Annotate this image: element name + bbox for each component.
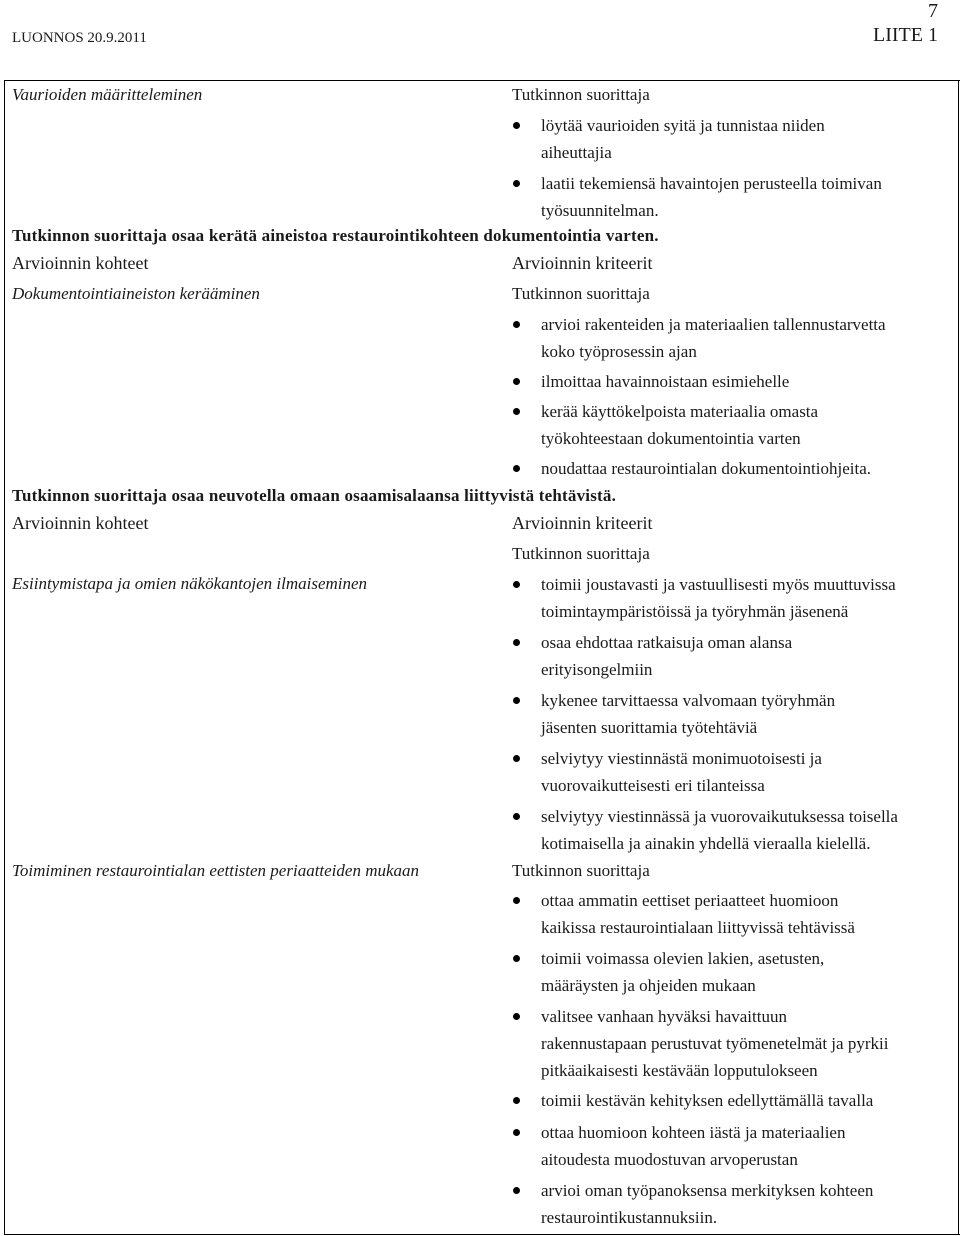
- criteria-item-text: selviytyy viestinnästä monimuotoisesti ja: [541, 749, 822, 768]
- column-header-targets: Arvioinnin kohteet: [12, 513, 149, 533]
- criteria-item-text: valitsee vanhaan hyväksi havaittuun: [541, 1007, 787, 1026]
- bullet-icon: [513, 697, 520, 704]
- criteria-item-text: toimii joustavasti ja vastuullisesti myös muuttuvissa: [541, 575, 896, 594]
- bullet-icon: [513, 1097, 520, 1104]
- bullet-icon: [513, 122, 520, 129]
- criteria-item-text: selviytyy viestinnässä ja vuorovaikutuksessa toisella: [541, 807, 898, 826]
- bullet-icon: [513, 408, 520, 415]
- criteria-item-text: toimii voimassa olevien lakien, asetusten,: [541, 949, 825, 968]
- criteria-item-text: pitkäaikaisesti kestävään lopputulokseen: [541, 1061, 818, 1080]
- assessment-target: Esiintymistapa ja omien näkökantojen ilmaiseminen: [12, 574, 368, 593]
- criteria-item-text: ilmoittaa havainnoistaan esimiehelle: [541, 372, 790, 391]
- bullet-icon: [513, 581, 520, 588]
- performer-label: Tutkinnon suorittaja: [512, 85, 650, 104]
- criteria-item-text: kaikissa restaurointialaan liittyvissä tehtävissä: [541, 918, 855, 937]
- assessment-target: Toimiminen restaurointialan eettisten periaatteiden mukaan: [12, 861, 420, 880]
- criteria-item-text: koko työprosessin ajan: [541, 342, 697, 361]
- criteria-item-text: toimii kestävän kehityksen edellyttämällä tavalla: [541, 1091, 874, 1110]
- bullet-icon: [513, 955, 520, 962]
- criteria-item-text: työkohteestaan dokumentointia varten: [541, 429, 801, 448]
- appendix-label: LIITE 1: [873, 24, 938, 46]
- table-right-border: [958, 80, 959, 1235]
- criteria-item-text: arvioi rakenteiden ja materiaalien tallennustarvetta: [541, 315, 886, 334]
- criteria-item-text: toimintaympäristöissä ja työryhmän jäsenenä: [541, 602, 849, 621]
- bullet-icon: [513, 639, 520, 646]
- criteria-item-text: työsuunnitelman.: [541, 201, 659, 220]
- bullet-icon: [513, 1013, 520, 1020]
- bullet-icon: [513, 378, 520, 385]
- criteria-item-text: määräysten ja ohjeiden mukaan: [541, 976, 756, 995]
- criteria-item-text: kotimaisella ja ainakin yhdellä vieraalla kielellä.: [541, 834, 871, 853]
- column-header-targets: Arvioinnin kohteet: [12, 253, 149, 273]
- criteria-item-text: aiheuttajia: [541, 143, 612, 162]
- performer-label: Tutkinnon suorittaja: [512, 284, 650, 303]
- criteria-item-text: osaa ehdottaa ratkaisuja oman alansa: [541, 633, 793, 652]
- column-header-criteria: Arvioinnin kriteerit: [512, 513, 653, 533]
- bullet-icon: [513, 897, 520, 904]
- criteria-item-text: ottaa huomioon kohteen iästä ja materiaalien: [541, 1123, 846, 1142]
- bullet-icon: [513, 813, 520, 820]
- criteria-item-text: erityisongelmiin: [541, 660, 653, 679]
- performer-label: Tutkinnon suorittaja: [512, 861, 650, 880]
- column-header-criteria: Arvioinnin kriteerit: [512, 253, 653, 273]
- criteria-item-text: ottaa ammatin eettiset periaatteet huomioon: [541, 891, 839, 910]
- assessment-target: Vaurioiden määritteleminen: [12, 85, 203, 104]
- section-title: Tutkinnon suorittaja osaa kerätä aineistoa restaurointikohteen dokumentointia varten.: [12, 226, 659, 245]
- criteria-item-text: rakennustapaan perustuvat työmenetelmät ja pyrkii: [541, 1034, 889, 1053]
- performer-label: Tutkinnon suorittaja: [512, 544, 650, 563]
- assessment-target: Dokumentointiaineiston kerääminen: [12, 284, 260, 303]
- table-left-border: [4, 80, 5, 1235]
- criteria-item-text: vuorovaikutteisesti eri tilanteissa: [541, 776, 765, 795]
- criteria-item-text: kykenee tarvittaessa valvomaan työryhmän: [541, 691, 836, 710]
- draft-date-label: LUONNOS 20.9.2011: [12, 30, 147, 46]
- section-title: Tutkinnon suorittaja osaa neuvotella omaan osaamisalaansa liittyvistä tehtävistä.: [12, 486, 617, 505]
- criteria-item-text: löytää vaurioiden syitä ja tunnistaa niiden: [541, 116, 825, 135]
- criteria-item-text: aitoudesta muodostuvan arvoperustan: [541, 1150, 798, 1169]
- criteria-item-text: kerää käyttökelpoista materiaalia omasta: [541, 402, 819, 421]
- bullet-icon: [513, 1129, 520, 1136]
- criteria-item-text: arvioi oman työpanoksensa merkityksen kohteen: [541, 1181, 874, 1200]
- criteria-item-text: jäsenten suorittamia työtehtäviä: [541, 718, 758, 737]
- bullet-icon: [513, 755, 520, 762]
- criteria-item-text: noudattaa restaurointialan dokumentointiohjeita.: [541, 459, 871, 478]
- table-bottom-border: [4, 1234, 960, 1235]
- bullet-icon: [513, 465, 520, 472]
- bullet-icon: [513, 1187, 520, 1194]
- criteria-item-text: restaurointikustannuksiin.: [541, 1208, 718, 1227]
- criteria-item-text: laatii tekemiensä havaintojen perusteella toimivan: [541, 174, 882, 193]
- bullet-icon: [513, 180, 520, 187]
- bullet-icon: [513, 321, 520, 328]
- page-number: 7: [928, 0, 938, 22]
